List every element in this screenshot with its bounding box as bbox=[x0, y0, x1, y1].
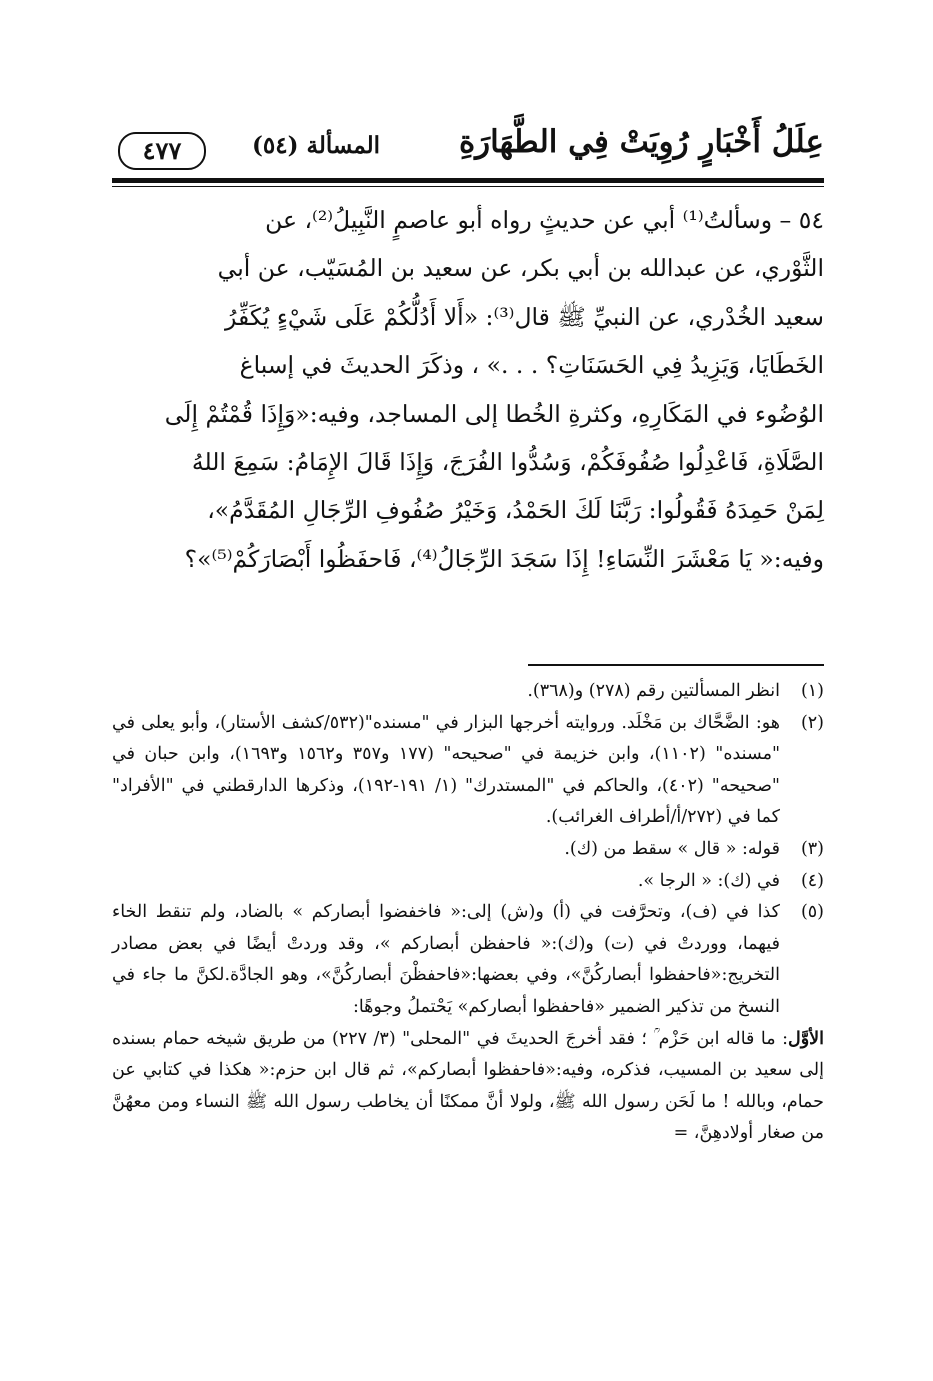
main-line: لِمَنْ حَمِدَهُ فَقُولُوا: رَبَّنَا لَكَ الحَمْدُ، وَخَيْرُ صُفُوفِ الرِّجَالِ المُقَدَّمُ»، bbox=[207, 496, 824, 525]
footnote-number: (٤) bbox=[800, 870, 824, 891]
footnote-number: (٥) bbox=[800, 902, 824, 923]
footnote-continuation bbox=[112, 1024, 824, 1150]
footnote bbox=[112, 708, 824, 834]
main-line: ٥٤ – وسألتُ⁽¹⁾ أبي عن حديثٍ رواه أبو عاصمٍ النَّبِيلُ⁽²⁾، عن bbox=[265, 206, 824, 234]
footnote bbox=[112, 834, 824, 866]
page-number: ٤٧٧ bbox=[118, 132, 206, 170]
footnote-text: في (ك): « الرجا ». bbox=[637, 870, 780, 891]
main-line: الوُضُوء في المَكَارِهِ، وكثرةِ الخُطا إلى المساجد، وفيه:«وَإِذَا قُمْتُمْ إِلَى bbox=[164, 399, 824, 428]
footnote bbox=[112, 676, 824, 708]
main-line: الخَطَايَا، وَيَزِيدُ فِي الحَسَنَاتِ؟ . . .» ، وذكَرَ الحديثَ في إسباغ bbox=[239, 351, 824, 380]
footnote bbox=[112, 897, 824, 1023]
main-line: الثَّوْري، عن عبدالله بن أبي بكر، عن سعيد بن المُسَيّب، عن أبي bbox=[217, 254, 824, 283]
main-line: الصَّلَاةِ، فَاعْدِلُوا صُفُوفَكُمْ، وَسُدُّوا الفُرَجَ، وَإِذَا قَالَ الإِمَامُ: سَمِعَ اللهُ bbox=[191, 448, 824, 477]
continuation-lead: الأوَّل bbox=[788, 1028, 825, 1049]
page-header bbox=[112, 118, 824, 178]
footnote-separator bbox=[528, 664, 824, 666]
footnote-text: هو: الضَّحَّاك بن مَخْلَد. وروايته أخرجها البزار في "مسنده"(٥٣٢/كشف الأستار)، وأبو يعلى في "مسنده" (١١٠٢)، وابن خزيمة في "صحيحه" (١٧٧ و٣٥٧ و١٥٦٢ و١٦٩٣)، وابن حبان في "صحيحه" (٤٠٢)، والحاكم في "المستدرك" (١/ ١٩١-١٩٢)، وذكرها الدارقطني في "الأفراد" كما في (٢٧٢/أ/أطراف الغرائب). bbox=[112, 712, 780, 828]
footnote-number: (١) bbox=[800, 681, 824, 701]
header-rule-thick bbox=[112, 178, 824, 183]
footnote-number: (٢) bbox=[800, 712, 824, 733]
main-text bbox=[112, 196, 824, 583]
issue-label: المسألة (٥٤) bbox=[252, 132, 381, 159]
footnotes bbox=[112, 676, 824, 1150]
continuation-text: : ما قاله ابن حَزْم ؒ ؛ فقد أخرجَ الحديثَ في "المحلى" (٣/ ٢٢٧) من طريق شيخه حمام بسنده إلى سعيد بن المسيب، فذكره، وفيه:«فاحفظوا أبصاركم»، ثم قال ابن حزم:« هكذا في كتابي عن حمام، وبالله ! ما لَحَن رسول الله ﷺ، ولولا أنَّ ممكنًا أن يخاطب رسول الله ﷺ النساء ومن معهُنَّ من صغار أولادهِنَّ، = bbox=[112, 1028, 824, 1144]
footnote-text: قوله: « قال » سقط من (ك). bbox=[564, 838, 780, 859]
main-line: وفيه:« يَا مَعْشَرَ النِّسَاءِ! إِذَا سَجَدَ الرِّجَالُ⁽⁴⁾، فَاحفَظُوا أَبْصَارَكُمْ⁽⁵⁾»؟ bbox=[184, 544, 824, 573]
footnote-text: انظر المسألتين رقم (٢٧٨) و(٣٦٨). bbox=[527, 681, 780, 701]
main-line: سعيد الخُدْري، عن النبيِّ ﷺ قال⁽³⁾: «أَلا أَدُلُّكُمْ عَلَى شَيْءٍ يُكَفِّرُ bbox=[225, 302, 824, 331]
footnote bbox=[112, 866, 824, 898]
book-title: عِلَلُ أَخْبَارٍ رُوِيَتْ فِي الطَّهَارَةِ bbox=[458, 124, 824, 160]
header-rule-thin bbox=[112, 186, 824, 187]
footnote-number: (٣) bbox=[800, 838, 824, 859]
footnote-text: كذا في (ف)، وتحرَّفت في (أ) و(ش) إلى:« فاخفضوا أبصاركم » بالضاد، ولم تنقط الخاء فيهما، ووردتْ في (ت) و(ك):« فاحفظن أبصاركم »، وقد وردتْ أيضًا في بعض مصادر التخريج:«فاحفظوا أبصاركُنَّ»، وفي بعضها:«فاحفظْنَ أبصاركُنَّ»، وهو الجادَّة.لكنَّ ما جاء في النسخ من تذكير الضمير «فاحفظوا أبصاركم» يَحْتملُ وجوهًا: bbox=[112, 902, 780, 1017]
